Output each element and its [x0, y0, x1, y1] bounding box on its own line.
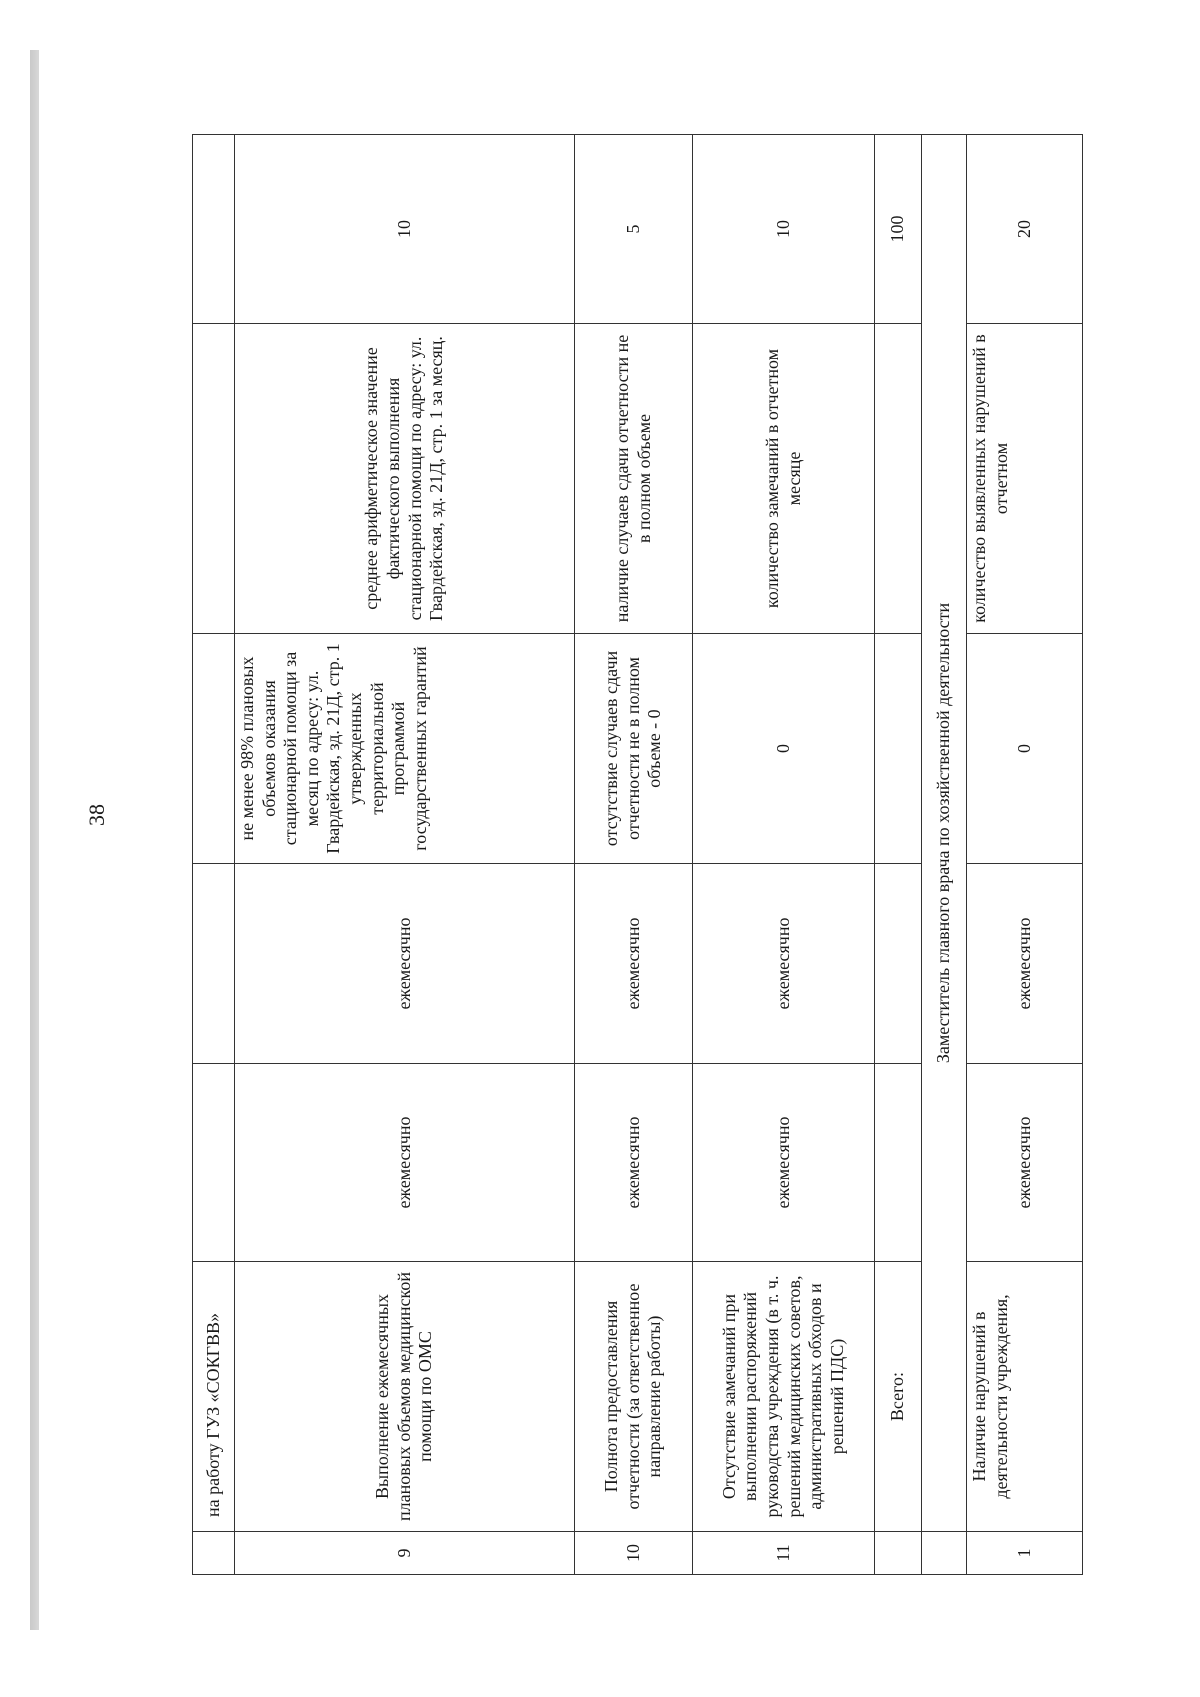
page-number: 38: [84, 804, 109, 826]
target-cell: 0: [693, 634, 875, 864]
period-cell: ежемесячно: [235, 864, 575, 1064]
criterion-cell: среднее арифметическое значение фактического выполнения стационарной помощи по адресу: ул. Гвардейская, зд. 21Д, стр. 1 за месяц.: [235, 324, 575, 634]
points-cell: 20: [967, 135, 1083, 324]
section-header: на работу ГУЗ «СОКГВВ»: [193, 1262, 235, 1532]
period-cell: ежемесячно: [967, 1064, 1083, 1262]
header-num-cell: [193, 1532, 235, 1575]
indicator-cell: Выполнение ежемесячных плановых объемов медицинской помощи по ОМС: [235, 1262, 575, 1532]
row-number: 11: [693, 1532, 875, 1575]
row-number: 9: [235, 1532, 575, 1575]
criterion-cell: количество выявленных нарушений в отчетном: [967, 324, 1083, 634]
table-row: [693, 135, 875, 1575]
target-cell: 0: [967, 634, 1083, 864]
scan-edge: [30, 50, 39, 1630]
period-cell: ежемесячно: [575, 1064, 693, 1262]
section-title-row: [922, 135, 967, 1575]
row-number: 1: [967, 1532, 1083, 1575]
indicator-cell: Отсутствие замечаний при выполнении распоряжений руководства учреждения (в т. ч. решений медицинских советов, административных обходов и решений ПДС): [693, 1262, 875, 1532]
table-row: [575, 135, 693, 1575]
table-row: [967, 135, 1083, 1575]
indicator-cell: Полнота предоставления отчетности (за ответственное направление работы): [575, 1262, 693, 1532]
total-points: 100: [875, 135, 922, 324]
section-title: Заместитель главного врача по хозяйственной деятельности: [922, 135, 967, 1532]
period-cell: ежемесячно: [693, 864, 875, 1064]
criterion-cell: количество замечаний в отчетном месяце: [693, 324, 875, 634]
target-cell: отсутствие случаев сдачи отчетности не в полном объеме - 0: [575, 634, 693, 864]
period-cell: ежемесячно: [235, 1064, 575, 1262]
total-label: Всего:: [875, 1262, 922, 1532]
rotated-table-container: [192, 135, 1082, 1575]
criterion-cell: наличие случаев сдачи отчетности не в полном объеме: [575, 324, 693, 634]
points-cell: 10: [235, 135, 575, 324]
table-row: [235, 135, 575, 1575]
points-cell: 5: [575, 135, 693, 324]
row-number: 10: [575, 1532, 693, 1575]
total-row: [875, 135, 922, 1575]
period-cell: ежемесячно: [575, 864, 693, 1064]
period-cell: ежемесячно: [693, 1064, 875, 1262]
criteria-table: [192, 134, 1083, 1575]
points-cell: 10: [693, 135, 875, 324]
header-row: [193, 135, 235, 1575]
period-cell: ежемесячно: [967, 864, 1083, 1064]
indicator-cell: Наличие нарушений в деятельности учреждения,: [967, 1262, 1083, 1532]
target-cell: не менее 98% плановых объемов оказания стационарной помощи за месяц по адресу: ул. Гвардейская, зд. 21Д, стр. 1 утвержденных территориальной программой государственных гарантий: [235, 634, 575, 864]
